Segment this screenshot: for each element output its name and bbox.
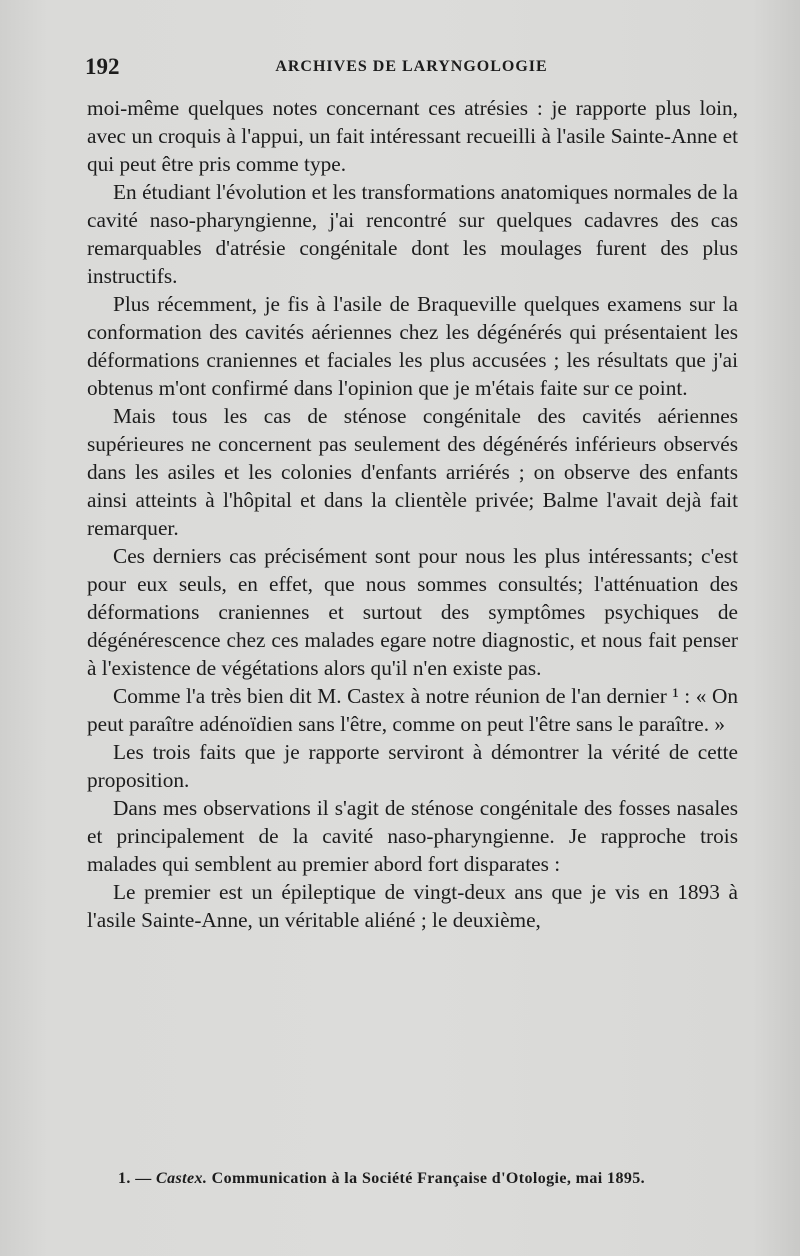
- paragraph: Mais tous les cas de sténose congénitale des cavités aériennes supérieures ne concernent pas seulement des dégénérés inférieurs observés dans les asiles et les colonies d'enfants arriérés ; on observe des enfants ainsi atteints à l'hôpital et dans la clientèle privée; Balme l'avait dejà fait remarquer.: [87, 404, 738, 540]
- paragraph-continuation: moi-même quelques notes concernant ces atrésies : je rapporte plus loin, avec un croquis à l'appui, un fait intéressant recueilli à l'asile Sainte-Anne et qui peut être pris comme type.: [87, 96, 738, 176]
- running-title: ARCHIVES DE LARYNGOLOGIE: [275, 58, 548, 75]
- paragraph: Plus récemment, je fis à l'asile de Braqueville quelques examens sur la conformation des cavités aériennes chez les dégénérés qui présentaient les déformations craniennes et faciales les plus accusées ; les résultats que j'ai obtenus m'ont confirmé dans l'opinion que je m'étais faite sur ce point.: [87, 292, 738, 400]
- footnote-author: Castex.: [156, 1170, 208, 1187]
- paragraph: Dans mes observations il s'agit de sténose congénitale des fosses nasales et principalement de la cavité naso-pharyngienne. Je rapproche trois malades qui semblent au premier abord fort disparates :: [87, 796, 738, 876]
- footnote: [118, 1170, 742, 1188]
- page-number: 192: [85, 54, 120, 79]
- paragraph: Les trois faits que je rapporte serviront à démontrer la vérité de cette proposition.: [87, 740, 738, 792]
- paragraph: En étudiant l'évolution et les transformations anatomiques normales de la cavité naso-pharyngienne, j'ai rencontré sur quelques cadavres des cas remarquables d'atrésie congénitale dont les moulages furent des plus instructifs.: [87, 180, 738, 288]
- footnote-text: Communication à la Société Française d'Otologie, mai 1895.: [211, 1170, 646, 1187]
- paragraph: Ces derniers cas précisément sont pour nous les plus intéressants; c'est pour eux seuls, en effet, que nous sommes consultés; l'atténuation des déformations craniennes et surtout des symptômes psychiques de dégénérescence chez ces malades egare notre diagnostic, et nous fait penser à l'existence de végétations alors qu'il n'en existe pas.: [87, 544, 738, 680]
- paragraph: Le premier est un épileptique de vingt-deux ans que je vis en 1893 à l'asile Sainte-Anne, un véritable aliéné ; le deuxième,: [87, 880, 738, 932]
- page-header: [85, 54, 738, 84]
- body-text: [87, 94, 738, 934]
- paragraph-with-footnote-ref: Comme l'a très bien dit M. Castex à notre réunion de l'an dernier ¹ : « On peut paraître adénoïdien sans l'être, comme on peut l'être sans le paraître. »: [87, 684, 738, 736]
- footnote-marker: 1. —: [118, 1170, 152, 1187]
